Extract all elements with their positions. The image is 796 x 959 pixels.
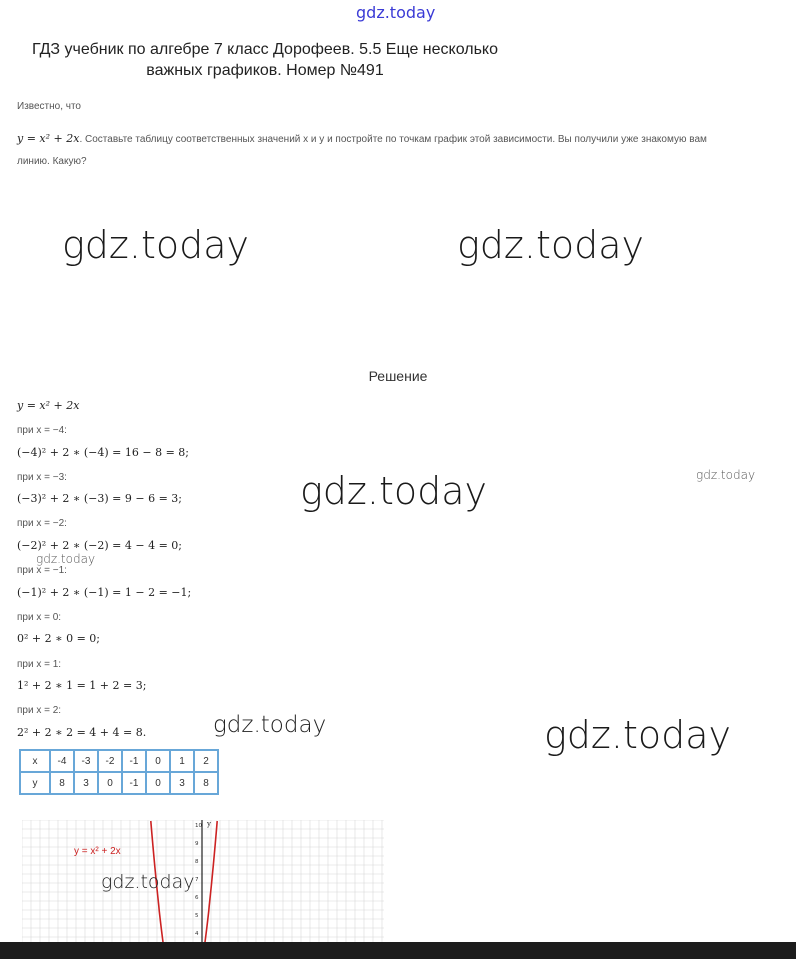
table-cell: 0 [146, 750, 170, 772]
watermark-8: gdz.today [101, 871, 195, 893]
footer-bar [0, 942, 796, 959]
y-tick-label: 7 [195, 877, 199, 883]
watermark-2: gdz.today [457, 223, 644, 267]
table-cell: 0 [146, 772, 170, 794]
values-table [19, 749, 219, 795]
table-cell: 3 [170, 772, 194, 794]
table-cell: 1 [170, 750, 194, 772]
table-cell: -1 [122, 750, 146, 772]
step-label-5: при x = 0: [17, 612, 62, 623]
step-label-6: при x = 1: [17, 659, 62, 670]
step-label-3: при x = −2: [17, 518, 67, 529]
step-calc-5: 0² + 2 ∗ 0 = 0; [17, 632, 100, 645]
step-calc-1: (−4)² + 2 ∗ (−4) = 16 − 8 = 8; [17, 446, 190, 459]
step-label-4: при x = −1: [17, 565, 67, 576]
task-text-line2: линию. Какую? [17, 156, 87, 167]
task-formula: y = x² + 2x [17, 132, 80, 145]
watermark-6: gdz.today [213, 712, 327, 738]
table-cell: -1 [122, 772, 146, 794]
y-tick-label: 10 [195, 823, 202, 829]
task-text [17, 132, 787, 145]
table-cell: -4 [50, 750, 74, 772]
step-label-7: при x = 2: [17, 705, 62, 716]
table-cell: 0 [98, 772, 122, 794]
table-cell: -3 [74, 750, 98, 772]
watermark-4: gdz.today [300, 469, 487, 513]
y-tick-label: 6 [195, 895, 199, 901]
y-tick-label: 5 [195, 913, 199, 919]
step-label-1: при x = −4: [17, 425, 67, 436]
watermark-1: gdz.today [62, 223, 249, 267]
table-cell: -2 [98, 750, 122, 772]
table-cell: 8 [194, 772, 218, 794]
parabola-graph [22, 820, 384, 942]
watermark-7: gdz.today [544, 713, 731, 757]
graph-legend: y = x² + 2x [74, 846, 121, 857]
table-row-y [20, 772, 218, 794]
title-line-2: важных графиков. Номер №491 [146, 62, 384, 79]
solution-formula: y = x² + 2x [17, 399, 80, 412]
table-cell: 8 [50, 772, 74, 794]
header-watermark[interactable]: gdz.today [356, 3, 436, 22]
step-calc-2: (−3)² + 2 ∗ (−3) = 9 − 6 = 3; [17, 492, 183, 505]
step-calc-4: (−1)² + 2 ∗ (−1) = 1 − 2 = −1; [17, 586, 192, 599]
table-cell: 3 [74, 772, 98, 794]
task-intro: Известно, что [17, 101, 81, 112]
y-tick-labels [195, 823, 202, 937]
graph-grid [22, 820, 384, 942]
table-row-x [20, 750, 218, 772]
y-tick-label: 9 [195, 841, 199, 847]
table-cell: 2 [194, 750, 218, 772]
step-calc-7: 2² + 2 ∗ 2 = 4 + 4 = 8. [17, 726, 147, 739]
step-calc-3: (−2)² + 2 ∗ (−2) = 4 − 4 = 0; [17, 539, 183, 552]
solution-heading: Решение [368, 368, 428, 384]
table-cell: x [20, 750, 50, 772]
page-title [0, 39, 530, 81]
task-text-line1: . Составьте таблицу соответственных значений x и y и постройте по точкам график этой зависимости. Вы получили уже знакомую вам [79, 134, 707, 145]
y-axis-label: y [207, 820, 211, 828]
y-tick-label: 8 [195, 859, 199, 865]
title-line-1: ГДЗ учебник по алгебре 7 класс Дорофеев. 5.5 Еще несколько [32, 41, 498, 58]
step-label-2: при x = −3: [17, 472, 67, 483]
y-tick-label: 4 [195, 931, 199, 937]
step-calc-6: 1² + 2 ∗ 1 = 1 + 2 = 3; [17, 679, 147, 692]
watermark-5: gdz.today [36, 552, 96, 566]
table-cell: y [20, 772, 50, 794]
watermark-3: gdz.today [696, 468, 756, 482]
